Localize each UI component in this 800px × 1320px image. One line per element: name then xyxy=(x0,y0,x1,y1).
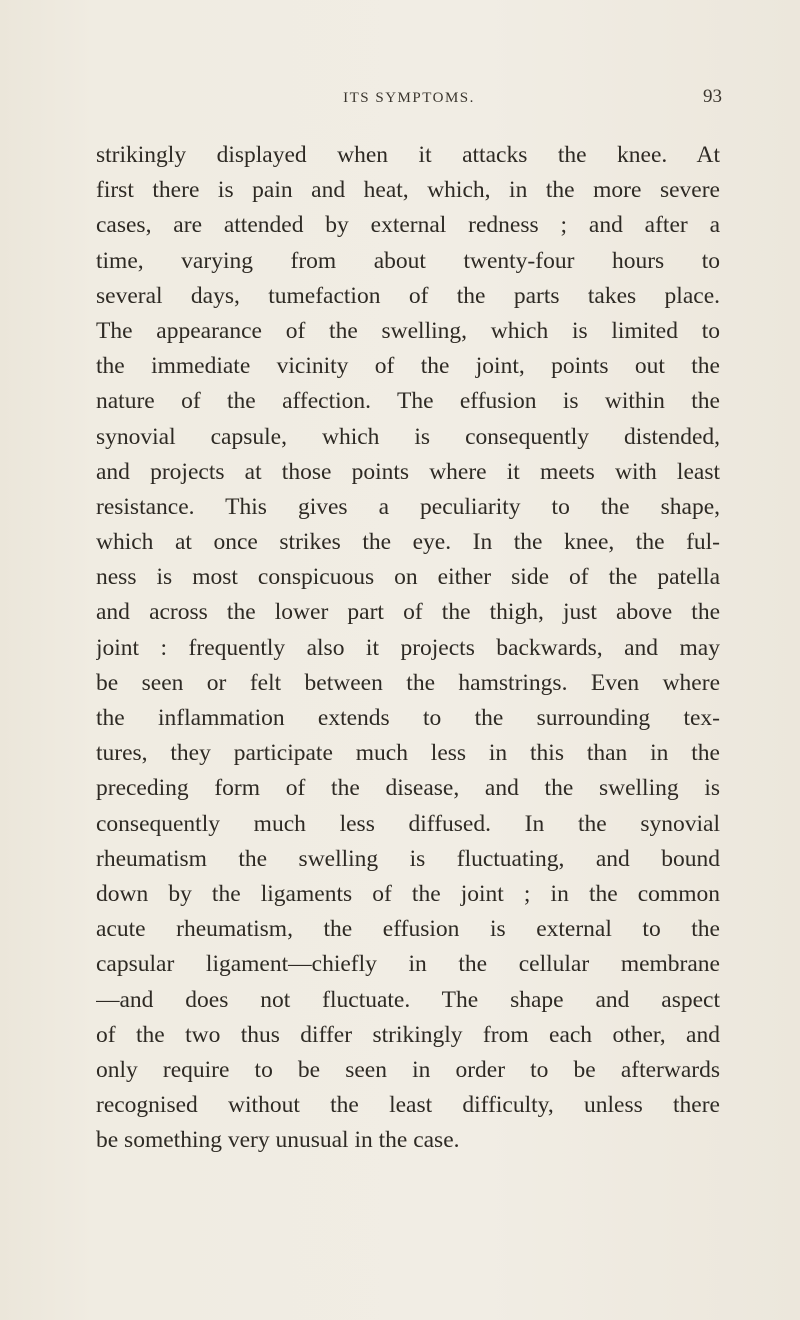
text-line: rheumatism the swelling is fluctuating, and bound xyxy=(96,845,720,872)
text-line: and projects at those points where it meets with least xyxy=(96,458,720,485)
text-line: and across the lower part of the thigh, just above the xyxy=(96,599,720,626)
text-line: joint : frequently also it projects backwards, and may xyxy=(96,634,720,661)
text-line: consequently much less diffused. In the synovial xyxy=(96,810,720,837)
text-line: strikingly displayed when it attacks the knee. At xyxy=(96,142,720,168)
text-line: cases, are attended by external redness ; and after a xyxy=(96,212,720,239)
body-paragraph xyxy=(96,138,720,1158)
text-line: ness is most conspicuous on either side of the patella xyxy=(96,564,720,591)
text-line: several days, tumefaction of the parts takes place. xyxy=(96,282,720,309)
text-line: recognised without the least difficulty, unless there xyxy=(96,1092,720,1119)
text-line: which at once strikes the eye. In the knee, the ful- xyxy=(96,529,720,556)
text-line: the inflammation extends to the surrounding tex- xyxy=(96,705,720,731)
text-line: tures, they participate much less in this than in the xyxy=(96,740,720,767)
running-head xyxy=(96,84,722,114)
text-line: of the two thus differ strikingly from each other, and xyxy=(96,1021,720,1048)
text-line: The appearance of the swelling, which is limited to xyxy=(96,317,720,344)
text-line: be something very unusual in the case. xyxy=(96,1127,460,1154)
text-line: resistance. This gives a peculiarity to the shape, xyxy=(96,493,720,520)
text-line: preceding form of the disease, and the swelling is xyxy=(96,775,720,802)
text-line: synovial capsule, which is consequently distended, xyxy=(96,423,720,450)
text-line: —and does not fluctuate. The shape and aspect xyxy=(96,986,720,1013)
text-line: only require to be seen in order to be afterwards xyxy=(96,1056,720,1083)
text-line: be seen or felt between the hamstrings. Even where xyxy=(96,669,720,696)
text-line: time, varying from about twenty-four hours to xyxy=(96,247,720,274)
text-line: down by the ligaments of the joint ; in the common xyxy=(96,880,720,907)
running-title: ITS SYMPTOMS. xyxy=(343,90,475,106)
text-line: first there is pain and heat, which, in the more severe xyxy=(96,177,720,204)
text-line: nature of the affection. The effusion is within the xyxy=(96,388,720,415)
text-line: acute rheumatism, the effusion is external to the xyxy=(96,916,720,943)
text-line: the immediate vicinity of the joint, points out the xyxy=(96,353,720,380)
text-line: capsular ligament—chiefly in the cellular membrane xyxy=(96,951,720,978)
page-number: 93 xyxy=(703,86,722,107)
